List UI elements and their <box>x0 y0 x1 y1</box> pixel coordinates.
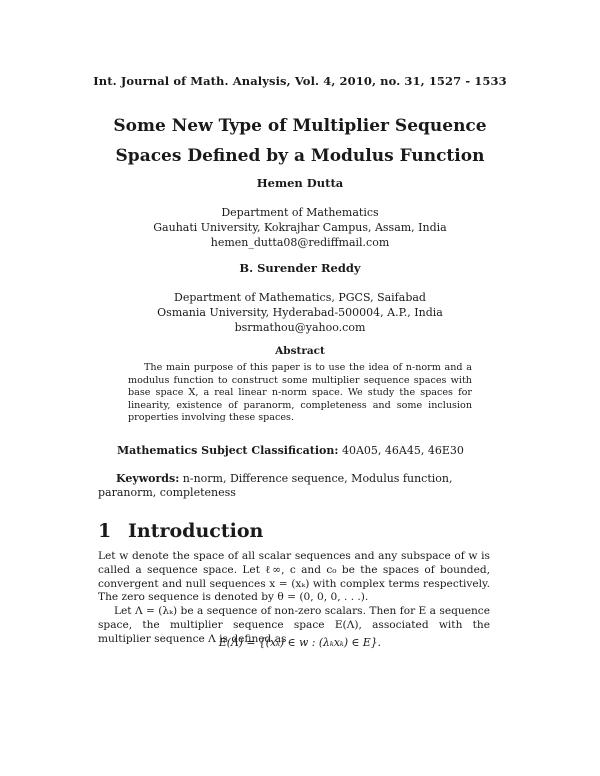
author-affiliation <box>0 290 600 335</box>
section-heading <box>98 520 263 542</box>
author-affiliation <box>0 205 600 250</box>
keywords-line <box>98 472 490 500</box>
affiliation-university: Gauhati University, Kokrajhar Campus, Assam, India <box>153 221 447 234</box>
journal-header: Int. Journal of Math. Analysis, Vol. 4, 2010, no. 31, 1527 - 1533 <box>93 74 507 88</box>
paragraph: Let Λ = (λₖ) be a sequence of non-zero scalars. Then for E a sequence space, the multiplier sequence space E(Λ), associated with the multiplier sequence Λ is defined as <box>98 605 490 645</box>
affiliation-department: Department of Mathematics, PGCS, Saifabad <box>174 291 426 304</box>
author-email: bsrmathou@yahoo.com <box>234 321 366 334</box>
section-number: 1 <box>98 520 112 542</box>
abstract-text: The main purpose of this paper is to use the idea of n-norm and a modulus function to construct some multiplier sequence spaces with base space X, a real linear n-norm space. We study the spaces for linearity, existence of paranorm, completeness and some inclusion properties involving these spaces. <box>128 362 472 424</box>
section-body <box>98 550 490 647</box>
author-name: B. Surender Reddy <box>239 261 361 275</box>
paper-title-line-1: Some New Type of Multiplier Sequence <box>113 116 487 136</box>
msc-value: 40A05, 46A45, 46E30 <box>341 444 464 457</box>
paragraph: Let w denote the space of all scalar sequences and any subspace of w is called a sequence space. Let ℓ∞, c and c₀ be the spaces of bounded, convergent and null sequences x = (xₖ) with complex terms respectively. The zero sequence is denoted by θ = (0, 0, 0, . . .). <box>98 550 490 604</box>
msc-label: Mathematics Subject Classification: <box>117 444 339 457</box>
paper-title-line-2: Spaces Defined by a Modulus Function <box>115 146 485 166</box>
abstract-heading: Abstract <box>275 345 325 357</box>
msc-line <box>117 444 464 457</box>
affiliation-department: Department of Mathematics <box>221 206 379 219</box>
author-email: hemen_dutta08@rediffmail.com <box>210 236 390 249</box>
affiliation-university: Osmania University, Hyderabad-500004, A.P., India <box>157 306 443 319</box>
keywords-label: Keywords: <box>116 472 180 485</box>
abstract-body <box>128 362 472 425</box>
keywords-value: n-norm, Difference sequence, Modulus function, paranorm, completeness <box>98 472 453 499</box>
equation-text: E(Λ) = {(xₖ) ∈ w : (λₖxₖ) ∈ E}. <box>218 636 382 649</box>
section-title: Introduction <box>128 520 264 542</box>
display-equation <box>0 636 600 649</box>
author-name: Hemen Dutta <box>256 176 344 190</box>
